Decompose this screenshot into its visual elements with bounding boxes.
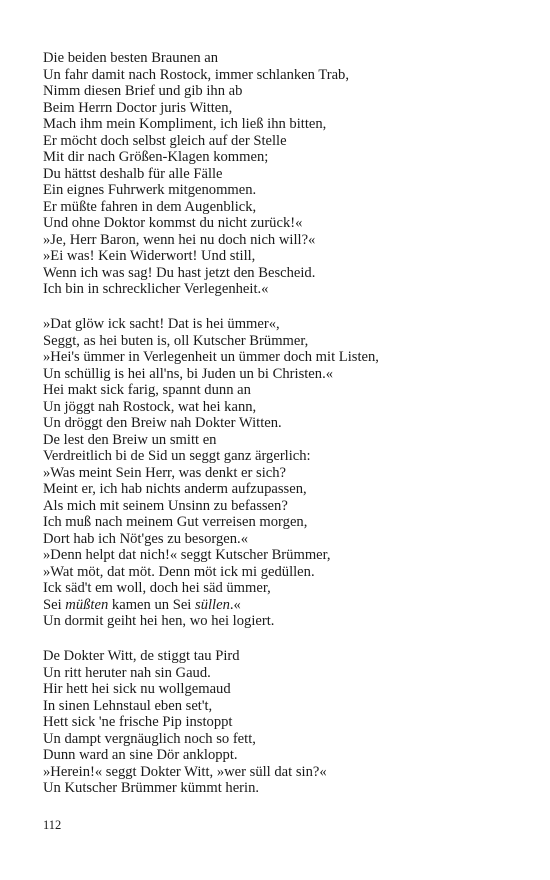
poem-body (43, 50, 523, 815)
poem-line: Meint er, ich hab nichts anderm aufzupassen, (43, 481, 307, 498)
poem-line: Dunn ward an sine Dör ankloppt. (43, 747, 238, 764)
poem-line: Un Kutscher Brümmer kümmt herin. (43, 780, 260, 797)
poem-line: Ein eignes Fuhrwerk mitgenommen. (43, 182, 257, 198)
line-text: Sei (43, 596, 66, 613)
poem-line: Ich bin in schrecklicher Verlegenheit.« (43, 281, 269, 297)
poem-line: Er müßte fahren in dem Augenblick, (43, 198, 257, 215)
italic-text: süllen (195, 596, 230, 613)
poem-line: Mit dir nach Größen-Klagen kommen; (43, 149, 269, 165)
poem-line: Hett sick 'ne frische Pip instoppt (43, 714, 233, 731)
poem-line: Ick säd't em woll, doch hei säd ümmer, (43, 580, 271, 597)
poem-line: Hir hett hei sick nu wollgemaud (43, 681, 231, 698)
poem-line: Un fahr damit nach Rostock, immer schlanken Trab, (43, 66, 350, 83)
stanza (43, 648, 523, 797)
poem-line: Dort hab ich Nöt'ges zu besorgen.« (43, 530, 249, 547)
poem-line: Mach ihm mein Kompliment, ich ließ ihn bitten, (43, 116, 327, 132)
poem-line: Ich muß nach meinem Gut verreisen morgen, (43, 514, 308, 531)
poem-line: »Hei's ümmer in Verlegenheit un ümmer doch mit Listen, (43, 349, 379, 366)
poem-line: Die beiden besten Braunen an (43, 50, 219, 66)
poem-line: »Je, Herr Baron, wenn hei nu doch nich will?« (43, 231, 316, 248)
poem-line: Nimm diesen Brief und gib ihn ab (43, 83, 243, 99)
poem-line: Seggt, as hei buten is, oll Kutscher Brümmer, (43, 332, 309, 349)
page-number: 112 (43, 818, 62, 832)
stanza (43, 50, 523, 298)
poem-line: Wenn ich was sag! Du hast jetzt den Bescheid. (43, 264, 316, 281)
line-text: kamen un Sei (108, 596, 196, 613)
poem-line: Un dröggt den Breiw nah Dokter Witten. (43, 415, 282, 432)
poem-line: »Was meint Sein Herr, was denkt er sich? (43, 464, 287, 481)
poem-line: De lest den Breiw un smitt en (43, 431, 217, 448)
poem-line: Du hättst deshalb für alle Fälle (43, 165, 223, 182)
italic-text: müßten (65, 596, 109, 613)
poem-line: Beim Herrn Doctor juris Witten, (43, 99, 233, 116)
poem-line: In sinen Lehnstaul eben set't, (43, 697, 213, 714)
poem-line: Un jöggt nah Rostock, wat hei kann, (43, 398, 257, 415)
poem-line (43, 597, 523, 614)
poem-line: Un dampt vergnäuglich noch so fett, (43, 730, 256, 747)
poem-line: Un schüllig is hei all'ns, bi Juden un bi Christen.« (43, 365, 334, 382)
poem-line: Als mich mit seinem Unsinn zu befassen? (43, 497, 288, 514)
poem-line: »Herein!« seggt Dokter Witt, »wer süll dat sin?« (43, 763, 327, 780)
poem-line: Un dormit geiht hei hen, wo hei logiert. (43, 613, 275, 630)
poem-line: Verdreitlich bi de Sid un seggt ganz ärgerlich: (43, 448, 311, 465)
poem-line: »Wat möt, dat möt. Denn möt ick mi gedüllen. (43, 563, 315, 580)
poem-line: »Dat glöw ick sacht! Dat is hei ümmer«, (43, 316, 280, 333)
poem-line: »Ei was! Kein Widerwort! Und still, (43, 248, 256, 264)
line-text: .« (229, 596, 241, 613)
poem-line: Un ritt heruter nah sin Gaud. (43, 664, 211, 681)
poem-line: De Dokter Witt, de stiggt tau Pird (43, 648, 240, 665)
poem-line: Hei makt sick farig, spannt dunn an (43, 382, 251, 399)
poem-line: »Denn helpt dat nich!« seggt Kutscher Brümmer, (43, 547, 331, 564)
poem-line: Er möcht doch selbst gleich auf der Stelle (43, 132, 287, 149)
stanza (43, 316, 523, 630)
poem-line: Und ohne Doktor kommst du nicht zurück!« (43, 215, 303, 231)
